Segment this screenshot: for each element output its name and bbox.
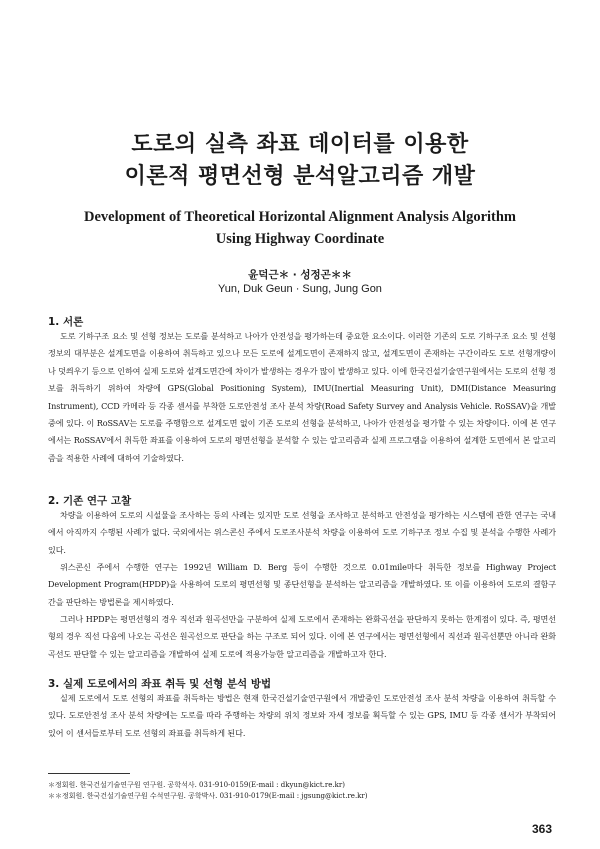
section-heading-method: 3. 실제 도로에서의 좌표 취득 및 선형 분석 방법 — [48, 678, 272, 690]
title-korean-line-2: 이론적 평면선형 분석알고리즘 개발 — [124, 164, 476, 189]
section-heading-literature-review: 2. 기존 연구 고찰 — [48, 495, 132, 507]
footnote-author-2: ＊＊정회원. 한국건설기술연구원 수석연구원. 공학박사. 031-910-0179(E-mail : jgsung@kict.re.kr) — [48, 792, 368, 800]
authors-korean: 윤덕근＊ · 성정곤＊＊ — [248, 269, 352, 281]
title-korean-line-1: 도로의 실측 좌표 데이터를 이용한 — [131, 132, 469, 157]
title-english-line-2: Using Highway Coordinate — [215, 231, 385, 247]
section-paragraph: 차량을 이용하여 도로의 시설물을 조사하는 등의 사례는 있지만 도로 선형을 조사하고 분석하고 안전성을 평가하는 시스템에 관한 연구는 국내에서 아직까지 수행된 사례가 없다. 국외에서는 위스콘신 주에서 도로조사분석 차량을 이용하여 도로 기하구조 정보 수집 및 분석을 수행한 사례가 있다. — [48, 510, 556, 555]
section-paragraph: 그러나 HPDP는 평면선형의 경우 직선과 원곡선만을 구분하여 실제 도로에서 존재하는 완화곡선을 판단하지 못하는 한계점이 있다. 즉, 평면선형의 경우 직선 다음에 나오는 곡선은 원곡선으로 판단을 하는 구조로 되어 있다. 이에 본 연구에서는 평면선형에서 직선과 원곡선뿐만 아니라 완화곡선도 판단할 수 있는 알고리즘을 개발하여 실제 도로에 적용가능한 알고리즘을 개발하고자 한다. — [48, 614, 556, 659]
section-paragraph: 실제 도로에서 도로 선형의 좌표를 취득하는 방법은 현재 한국건설기술연구원에서 개발중인 도로안전성 조사 분석 차량을 이용하여 취득할 수 있다. 도로안전성 조사 분석 차량에는 도로를 따라 주행하는 차량의 위치 정보와 자세 정보를 획득할 수 있는 GPS, IMU 등 각종 센서가 부착되어 있어 이 센서들로부터 도로 선형의 좌표를 취득하게 된다. — [48, 693, 556, 738]
section-heading-introduction: 1. 서론 — [48, 316, 84, 328]
title-english-line-1: Development of Theoretical Horizontal Alignment Analysis Algorithm — [83, 209, 517, 225]
section-paragraph: 위스콘신 주에서 수행한 연구는 1992년 William D. Berg 등이 수행한 것으로 0.01mile마다 취득한 정보를 Highway Project Development Program(HPDP)을 사용하여 도로의 평면선형 및 종단선형을 분석하는 알고리즘을 개발하였다. 또 이를 이용하여 도로의 결함구간을 판단하는 방법론을 제시하였다. — [48, 562, 556, 607]
page-number: 363 — [531, 822, 552, 836]
footnote-author-1: ＊정회원. 한국건설기술연구원 연구원. 공학석사. 031-910-0159(E-mail : dkyun@kict.re.kr) — [48, 781, 345, 789]
footnote-divider — [48, 773, 130, 774]
authors-english: Yun, Duk Geun · Sung, Jung Gon — [218, 283, 382, 295]
section-paragraph: 도로 기하구조 요소 및 선형 정보는 도로를 분석하고 나아가 안전성을 평가하는데 중요한 요소이다. 이러한 기존의 도로 기하구조 요소 및 선형 정보의 대부분은 설계도면을 이용하여 취득하고 있으나 모든 도로에 설계도면이 존재하지 않고, 설계도면이 존재하는 구간이라도 도로 선형개량이나 덧씌우기 등으로 인하여 실제 도로와 설계도면간에 차이가 발생하는 경우가 많이 발생하고 있다. 이에 한국건설기술연구원에서는 도로의 선형 정보를 취득하기 위하여 차량에 GPS(Global Positioning System), IMU(Inertial Measuring Unit), DMI(Distance Measuring Instrument), CCD 카메라 등 각종 센서를 부착한 도로안전성 조사 분석 차량(Road Safety Survey and Analysis Vehicle. RoSSAV)을 개발 중에 있다. 이 RoSSAV는 도로를 주행함으로 설계도면 없이 기존 도로의 선형을 분석하고, 나아가 안전성을 평가할 수 있는 차량이다. 이에 본 연구에서는 RoSSAV에서 취득한 좌표를 이용하여 도로의 평면선형을 분석할 수 있는 알고리즘과 실제 프로그램을 이용하여 설계한 도면에서 본 알고리즘을 적용한 사례에 대하여 기술하였다. — [48, 331, 556, 463]
